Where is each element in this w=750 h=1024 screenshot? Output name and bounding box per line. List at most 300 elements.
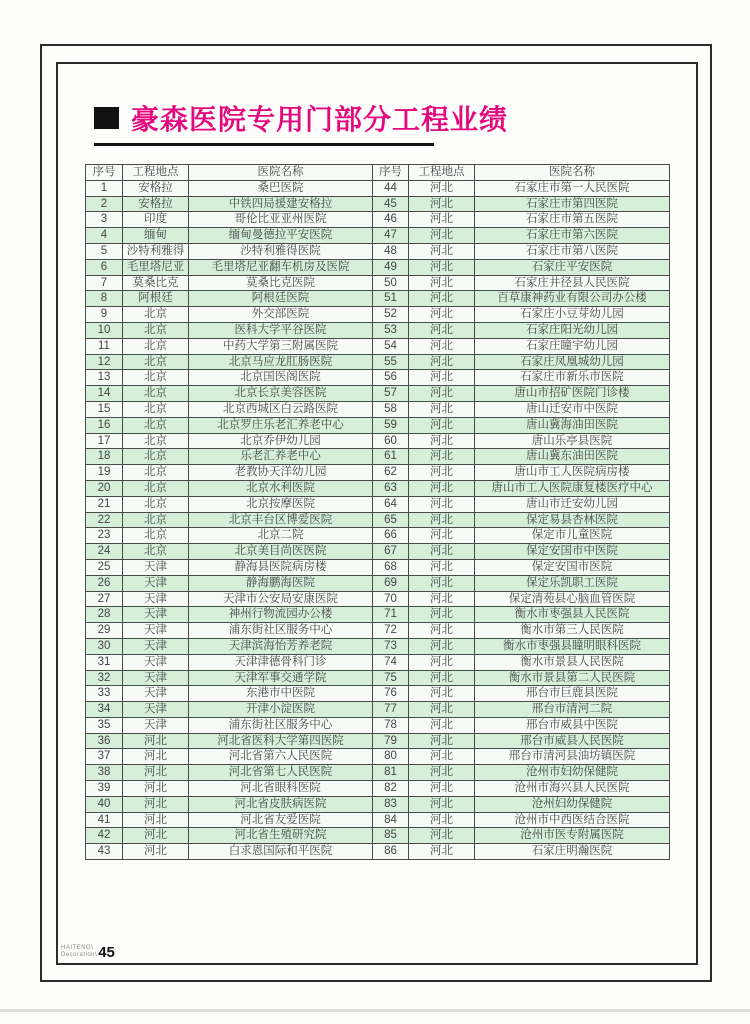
project-location: 河北	[409, 401, 475, 417]
project-location: 天津	[123, 607, 189, 623]
project-location: 河北	[123, 781, 189, 797]
row-number: 62	[373, 465, 409, 481]
hospital-name: 北京美目尚医医院	[189, 544, 373, 560]
table-header	[86, 165, 670, 181]
hospital-name: 静海县医院病房楼	[189, 559, 373, 575]
row-number: 56	[373, 370, 409, 386]
brand-line-2: Decoration\	[61, 952, 98, 958]
row-number: 13	[86, 370, 123, 386]
row-number: 81	[373, 765, 409, 781]
hospital-name: 中铁四局援建安格拉	[189, 196, 373, 212]
table-row	[86, 607, 670, 623]
row-number: 15	[86, 401, 123, 417]
row-number: 5	[86, 243, 123, 259]
table-row	[86, 670, 670, 686]
table-row	[86, 544, 670, 560]
hospital-name: 石家庄市第五医院	[475, 212, 670, 228]
hospital-name: 石家庄凤凰城幼儿园	[475, 354, 670, 370]
table-header-row	[86, 165, 670, 181]
hospital-name: 邢台市清河县油坊镇医院	[475, 749, 670, 765]
table-row	[86, 291, 670, 307]
row-number: 74	[373, 654, 409, 670]
hospital-name: 唐山冀东油田医院	[475, 449, 670, 465]
hospital-name: 阿根廷医院	[189, 291, 373, 307]
table-row	[86, 828, 670, 844]
project-location: 河北	[123, 796, 189, 812]
project-location: 河北	[409, 670, 475, 686]
hospital-name: 衡水市枣强县人民医院	[475, 607, 670, 623]
row-number: 2	[86, 196, 123, 212]
table-row	[86, 749, 670, 765]
row-number: 44	[373, 180, 409, 196]
hospital-name: 北京长京美容医院	[189, 386, 373, 402]
project-location: 河北	[409, 212, 475, 228]
page-outer-border	[40, 44, 712, 982]
table-row	[86, 623, 670, 639]
col-header-no-right: 序号	[373, 165, 409, 181]
project-location: 北京	[123, 354, 189, 370]
project-location: 河北	[409, 717, 475, 733]
row-number: 60	[373, 433, 409, 449]
row-number: 27	[86, 591, 123, 607]
table-row	[86, 765, 670, 781]
row-number: 36	[86, 733, 123, 749]
hospital-name: 沧州市妇幼保健院	[475, 765, 670, 781]
row-number: 66	[373, 528, 409, 544]
project-location: 河北	[409, 796, 475, 812]
table-row	[86, 654, 670, 670]
row-number: 37	[86, 749, 123, 765]
col-header-location-left: 工程地点	[123, 165, 189, 181]
hospital-name: 北京马应龙肛肠医院	[189, 354, 373, 370]
project-location: 河北	[409, 607, 475, 623]
table-row	[86, 528, 670, 544]
project-location: 河北	[409, 496, 475, 512]
row-number: 42	[86, 828, 123, 844]
row-number: 32	[86, 670, 123, 686]
project-location: 天津	[123, 654, 189, 670]
col-header-hospital-right: 医院名称	[475, 165, 670, 181]
row-number: 75	[373, 670, 409, 686]
hospital-name: 邢台市威县人民医院	[475, 733, 670, 749]
table-row	[86, 354, 670, 370]
project-location: 河北	[409, 180, 475, 196]
row-number: 21	[86, 496, 123, 512]
project-location: 天津	[123, 623, 189, 639]
project-location: 河北	[409, 749, 475, 765]
row-number: 77	[373, 702, 409, 718]
project-location: 河北	[123, 765, 189, 781]
row-number: 23	[86, 528, 123, 544]
row-number: 82	[373, 781, 409, 797]
project-location: 北京	[123, 417, 189, 433]
project-location: 北京	[123, 544, 189, 560]
row-number: 54	[373, 338, 409, 354]
row-number: 64	[373, 496, 409, 512]
project-location: 河北	[409, 196, 475, 212]
project-location: 安格拉	[123, 180, 189, 196]
hospital-name: 北京西城区白云路医院	[189, 401, 373, 417]
project-location: 北京	[123, 449, 189, 465]
row-number: 25	[86, 559, 123, 575]
project-location: 天津	[123, 575, 189, 591]
row-number: 67	[373, 544, 409, 560]
row-number: 52	[373, 307, 409, 323]
hospital-name: 外交部医院	[189, 307, 373, 323]
hospital-name: 衡水市景县人民医院	[475, 654, 670, 670]
project-location: 河北	[409, 512, 475, 528]
hospital-name: 沙特利雅得医院	[189, 243, 373, 259]
table-row	[86, 196, 670, 212]
hospital-name: 衡水市景县第二人民医院	[475, 670, 670, 686]
page-inner-border	[56, 62, 698, 965]
row-number: 43	[86, 844, 123, 860]
hospital-name: 保定安国市中医院	[475, 544, 670, 560]
row-number: 50	[373, 275, 409, 291]
table-row	[86, 449, 670, 465]
row-number: 57	[373, 386, 409, 402]
hospital-name: 石家庄市第四医院	[475, 196, 670, 212]
row-number: 71	[373, 607, 409, 623]
table-row	[86, 259, 670, 275]
hospital-name: 河北省眼科医院	[189, 781, 373, 797]
hospital-name: 保定清苑县心脑血管医院	[475, 591, 670, 607]
row-number: 16	[86, 417, 123, 433]
hospital-name: 保定乐凯职工医院	[475, 575, 670, 591]
table-row	[86, 417, 670, 433]
hospital-name: 唐山市工人医院康复楼医疗中心	[475, 480, 670, 496]
hospital-name: 天津津德骨科门诊	[189, 654, 373, 670]
project-location: 莫桑比克	[123, 275, 189, 291]
project-location: 河北	[123, 828, 189, 844]
row-number: 14	[86, 386, 123, 402]
brand-line-1: HAITENG\	[61, 945, 94, 951]
hospital-name: 石家庄井径县人民医院	[475, 275, 670, 291]
project-location: 河北	[409, 322, 475, 338]
row-number: 9	[86, 307, 123, 323]
project-location: 北京	[123, 528, 189, 544]
hospital-name: 老教协天洋幼儿园	[189, 465, 373, 481]
table-row	[86, 465, 670, 481]
project-location: 河北	[409, 338, 475, 354]
table-row	[86, 812, 670, 828]
row-number: 33	[86, 686, 123, 702]
hospital-name: 石家庄明瀚医院	[475, 844, 670, 860]
row-number: 34	[86, 702, 123, 718]
project-location: 河北	[409, 559, 475, 575]
table-row	[86, 686, 670, 702]
hospital-name: 石家庄平安医院	[475, 259, 670, 275]
row-number: 12	[86, 354, 123, 370]
col-header-no-left: 序号	[86, 165, 123, 181]
project-location: 河北	[409, 417, 475, 433]
hospital-name: 北京乔伊幼儿园	[189, 433, 373, 449]
hospital-name: 邢台市清河二院	[475, 702, 670, 718]
row-number: 53	[373, 322, 409, 338]
hospital-name: 河北省皮肤病医院	[189, 796, 373, 812]
hospital-name: 石家庄小豆芽幼儿园	[475, 307, 670, 323]
hospital-name: 缅甸曼德拉平安医院	[189, 228, 373, 244]
project-location: 天津	[123, 686, 189, 702]
title-bullet-square	[94, 107, 119, 129]
project-location: 河北	[409, 386, 475, 402]
hospital-name: 乐老汇养老中心	[189, 449, 373, 465]
table-row	[86, 180, 670, 196]
hospital-name: 天津军事交通学院	[189, 670, 373, 686]
hospital-name: 衡水市枣强县瞳明眼科医院	[475, 638, 670, 654]
row-number: 84	[373, 812, 409, 828]
row-number: 3	[86, 212, 123, 228]
row-number: 26	[86, 575, 123, 591]
project-location: 河北	[409, 370, 475, 386]
project-location: 河北	[409, 275, 475, 291]
row-number: 79	[373, 733, 409, 749]
table-row	[86, 228, 670, 244]
row-number: 30	[86, 638, 123, 654]
hospital-name: 沧州市海兴县人民医院	[475, 781, 670, 797]
row-number: 85	[373, 828, 409, 844]
project-location: 河北	[409, 544, 475, 560]
hospital-name: 邢台市巨鹿县医院	[475, 686, 670, 702]
project-location: 河北	[409, 243, 475, 259]
table-row	[86, 638, 670, 654]
row-number: 39	[86, 781, 123, 797]
row-number: 8	[86, 291, 123, 307]
project-location: 天津	[123, 717, 189, 733]
table-row	[86, 480, 670, 496]
table-row	[86, 322, 670, 338]
table-row	[86, 275, 670, 291]
table-row	[86, 733, 670, 749]
project-location: 北京	[123, 433, 189, 449]
hospital-name: 开津小淀医院	[189, 702, 373, 718]
project-location: 河北	[409, 528, 475, 544]
project-location: 天津	[123, 638, 189, 654]
table-row	[86, 559, 670, 575]
table-row	[86, 781, 670, 797]
table-row	[86, 702, 670, 718]
hospital-name: 北京丰台区博爱医院	[189, 512, 373, 528]
project-location: 河北	[409, 828, 475, 844]
hospital-name: 莫桑比克医院	[189, 275, 373, 291]
hospital-name: 唐山冀海油田医院	[475, 417, 670, 433]
project-location: 河北	[123, 844, 189, 860]
hospital-name: 哥伦比亚亚州医院	[189, 212, 373, 228]
project-location: 河北	[409, 812, 475, 828]
table-row	[86, 496, 670, 512]
project-location: 河北	[409, 291, 475, 307]
hospital-name: 唐山迁安市中医院	[475, 401, 670, 417]
row-number: 73	[373, 638, 409, 654]
hospital-name: 沧州市中西医结合医院	[475, 812, 670, 828]
row-number: 59	[373, 417, 409, 433]
project-location: 河北	[409, 228, 475, 244]
row-number: 69	[373, 575, 409, 591]
hospital-name: 静海鹏海医院	[189, 575, 373, 591]
project-location: 河北	[409, 781, 475, 797]
row-number: 24	[86, 544, 123, 560]
row-number: 83	[373, 796, 409, 812]
row-number: 78	[373, 717, 409, 733]
hospital-name: 医科大学平谷医院	[189, 322, 373, 338]
project-location: 河北	[409, 449, 475, 465]
page-footer	[61, 945, 115, 959]
hospital-name: 沧州妇幼保健院	[475, 796, 670, 812]
row-number: 4	[86, 228, 123, 244]
row-number: 72	[373, 623, 409, 639]
row-number: 38	[86, 765, 123, 781]
hospital-name: 浦东街社区服务中心	[189, 717, 373, 733]
project-location: 河北	[409, 844, 475, 860]
project-location: 河北	[409, 354, 475, 370]
hospital-name: 保定易县杏林医院	[475, 512, 670, 528]
brand-mark	[61, 945, 97, 959]
hospital-name: 北京国医阁医院	[189, 370, 373, 386]
projects-table	[85, 164, 670, 860]
hospital-name: 毛里塔尼亚翻车机房及医院	[189, 259, 373, 275]
row-number: 63	[373, 480, 409, 496]
table-row	[86, 512, 670, 528]
row-number: 70	[373, 591, 409, 607]
row-number: 11	[86, 338, 123, 354]
table-row	[86, 338, 670, 354]
project-location: 河北	[409, 623, 475, 639]
project-location: 毛里塔尼亚	[123, 259, 189, 275]
row-number: 41	[86, 812, 123, 828]
row-number: 55	[373, 354, 409, 370]
hospital-name: 东港市中医院	[189, 686, 373, 702]
table-row	[86, 370, 670, 386]
row-number: 76	[373, 686, 409, 702]
hospital-name: 石家庄阳光幼儿园	[475, 322, 670, 338]
hospital-name: 河北省生殖研究院	[189, 828, 373, 844]
table-row	[86, 591, 670, 607]
title-block	[94, 98, 509, 146]
row-number: 48	[373, 243, 409, 259]
table-body	[86, 180, 670, 859]
hospital-name: 河北省第七人民医院	[189, 765, 373, 781]
project-location: 天津	[123, 670, 189, 686]
project-location: 河北	[409, 307, 475, 323]
hospital-name: 石家庄瞳宇幼儿园	[475, 338, 670, 354]
table-row	[86, 212, 670, 228]
hospital-name: 桑巴医院	[189, 180, 373, 196]
col-header-location-right: 工程地点	[409, 165, 475, 181]
hospital-name: 邢台市威县中医院	[475, 717, 670, 733]
project-location: 河北	[409, 259, 475, 275]
project-location: 北京	[123, 307, 189, 323]
hospital-name: 保定安国市医院	[475, 559, 670, 575]
project-location: 河北	[409, 575, 475, 591]
project-location: 河北	[123, 733, 189, 749]
project-location: 缅甸	[123, 228, 189, 244]
project-location: 河北	[409, 702, 475, 718]
project-location: 印度	[123, 212, 189, 228]
table-row	[86, 575, 670, 591]
project-location: 河北	[409, 433, 475, 449]
table-row	[86, 386, 670, 402]
hospital-name: 河北省第六人民医院	[189, 749, 373, 765]
project-location: 北京	[123, 512, 189, 528]
project-location: 北京	[123, 401, 189, 417]
hospital-name: 保定市儿童医院	[475, 528, 670, 544]
table-row	[86, 844, 670, 860]
row-number: 65	[373, 512, 409, 528]
project-location: 北京	[123, 480, 189, 496]
project-location: 河北	[409, 733, 475, 749]
hospital-name: 北京按摩医院	[189, 496, 373, 512]
project-location: 天津	[123, 702, 189, 718]
project-location: 北京	[123, 386, 189, 402]
project-location: 河北	[409, 591, 475, 607]
row-number: 58	[373, 401, 409, 417]
row-number: 19	[86, 465, 123, 481]
project-location: 北京	[123, 322, 189, 338]
row-number: 31	[86, 654, 123, 670]
project-location: 河北	[409, 654, 475, 670]
hospital-name: 唐山市工人医院病房楼	[475, 465, 670, 481]
project-location: 河北	[409, 480, 475, 496]
row-number: 1	[86, 180, 123, 196]
page-title: 豪森医院专用门部分工程业绩	[131, 104, 509, 135]
table-row	[86, 401, 670, 417]
table-row	[86, 717, 670, 733]
project-location: 河北	[123, 812, 189, 828]
table-row	[86, 796, 670, 812]
row-number: 10	[86, 322, 123, 338]
row-number: 80	[373, 749, 409, 765]
row-number: 17	[86, 433, 123, 449]
project-location: 天津	[123, 591, 189, 607]
hospital-name: 百草康神药业有限公司办公楼	[475, 291, 670, 307]
hospital-name: 河北省友爱医院	[189, 812, 373, 828]
project-location: 北京	[123, 370, 189, 386]
hospital-name: 石家庄市第六医院	[475, 228, 670, 244]
row-number: 46	[373, 212, 409, 228]
project-location: 河北	[123, 749, 189, 765]
hospital-name: 沧州市医专附属医院	[475, 828, 670, 844]
hospital-name: 石家庄市第一人民医院	[475, 180, 670, 196]
table-row	[86, 307, 670, 323]
col-header-hospital-left: 医院名称	[189, 165, 373, 181]
hospital-name: 白求恩国际和平医院	[189, 844, 373, 860]
hospital-name: 北京二院	[189, 528, 373, 544]
row-number: 68	[373, 559, 409, 575]
project-location: 北京	[123, 496, 189, 512]
hospital-name: 石家庄市新乐市医院	[475, 370, 670, 386]
project-location: 河北	[409, 638, 475, 654]
hospital-name: 衡水市第三人民医院	[475, 623, 670, 639]
row-number: 7	[86, 275, 123, 291]
row-number: 20	[86, 480, 123, 496]
row-number: 61	[373, 449, 409, 465]
row-number: 40	[86, 796, 123, 812]
row-number: 35	[86, 717, 123, 733]
table-row	[86, 433, 670, 449]
scan-page-edge	[0, 1009, 750, 1012]
project-location: 河北	[409, 686, 475, 702]
hospital-name: 唐山乐亭县医院	[475, 433, 670, 449]
hospital-name: 石家庄市第八医院	[475, 243, 670, 259]
hospital-name: 浦东街社区服务中心	[189, 623, 373, 639]
row-number: 18	[86, 449, 123, 465]
row-number: 28	[86, 607, 123, 623]
project-location: 北京	[123, 338, 189, 354]
table-row	[86, 243, 670, 259]
hospital-name: 神州行物流园办公楼	[189, 607, 373, 623]
page-number: 45	[98, 944, 115, 961]
hospital-name: 唐山市迁安幼儿园	[475, 496, 670, 512]
